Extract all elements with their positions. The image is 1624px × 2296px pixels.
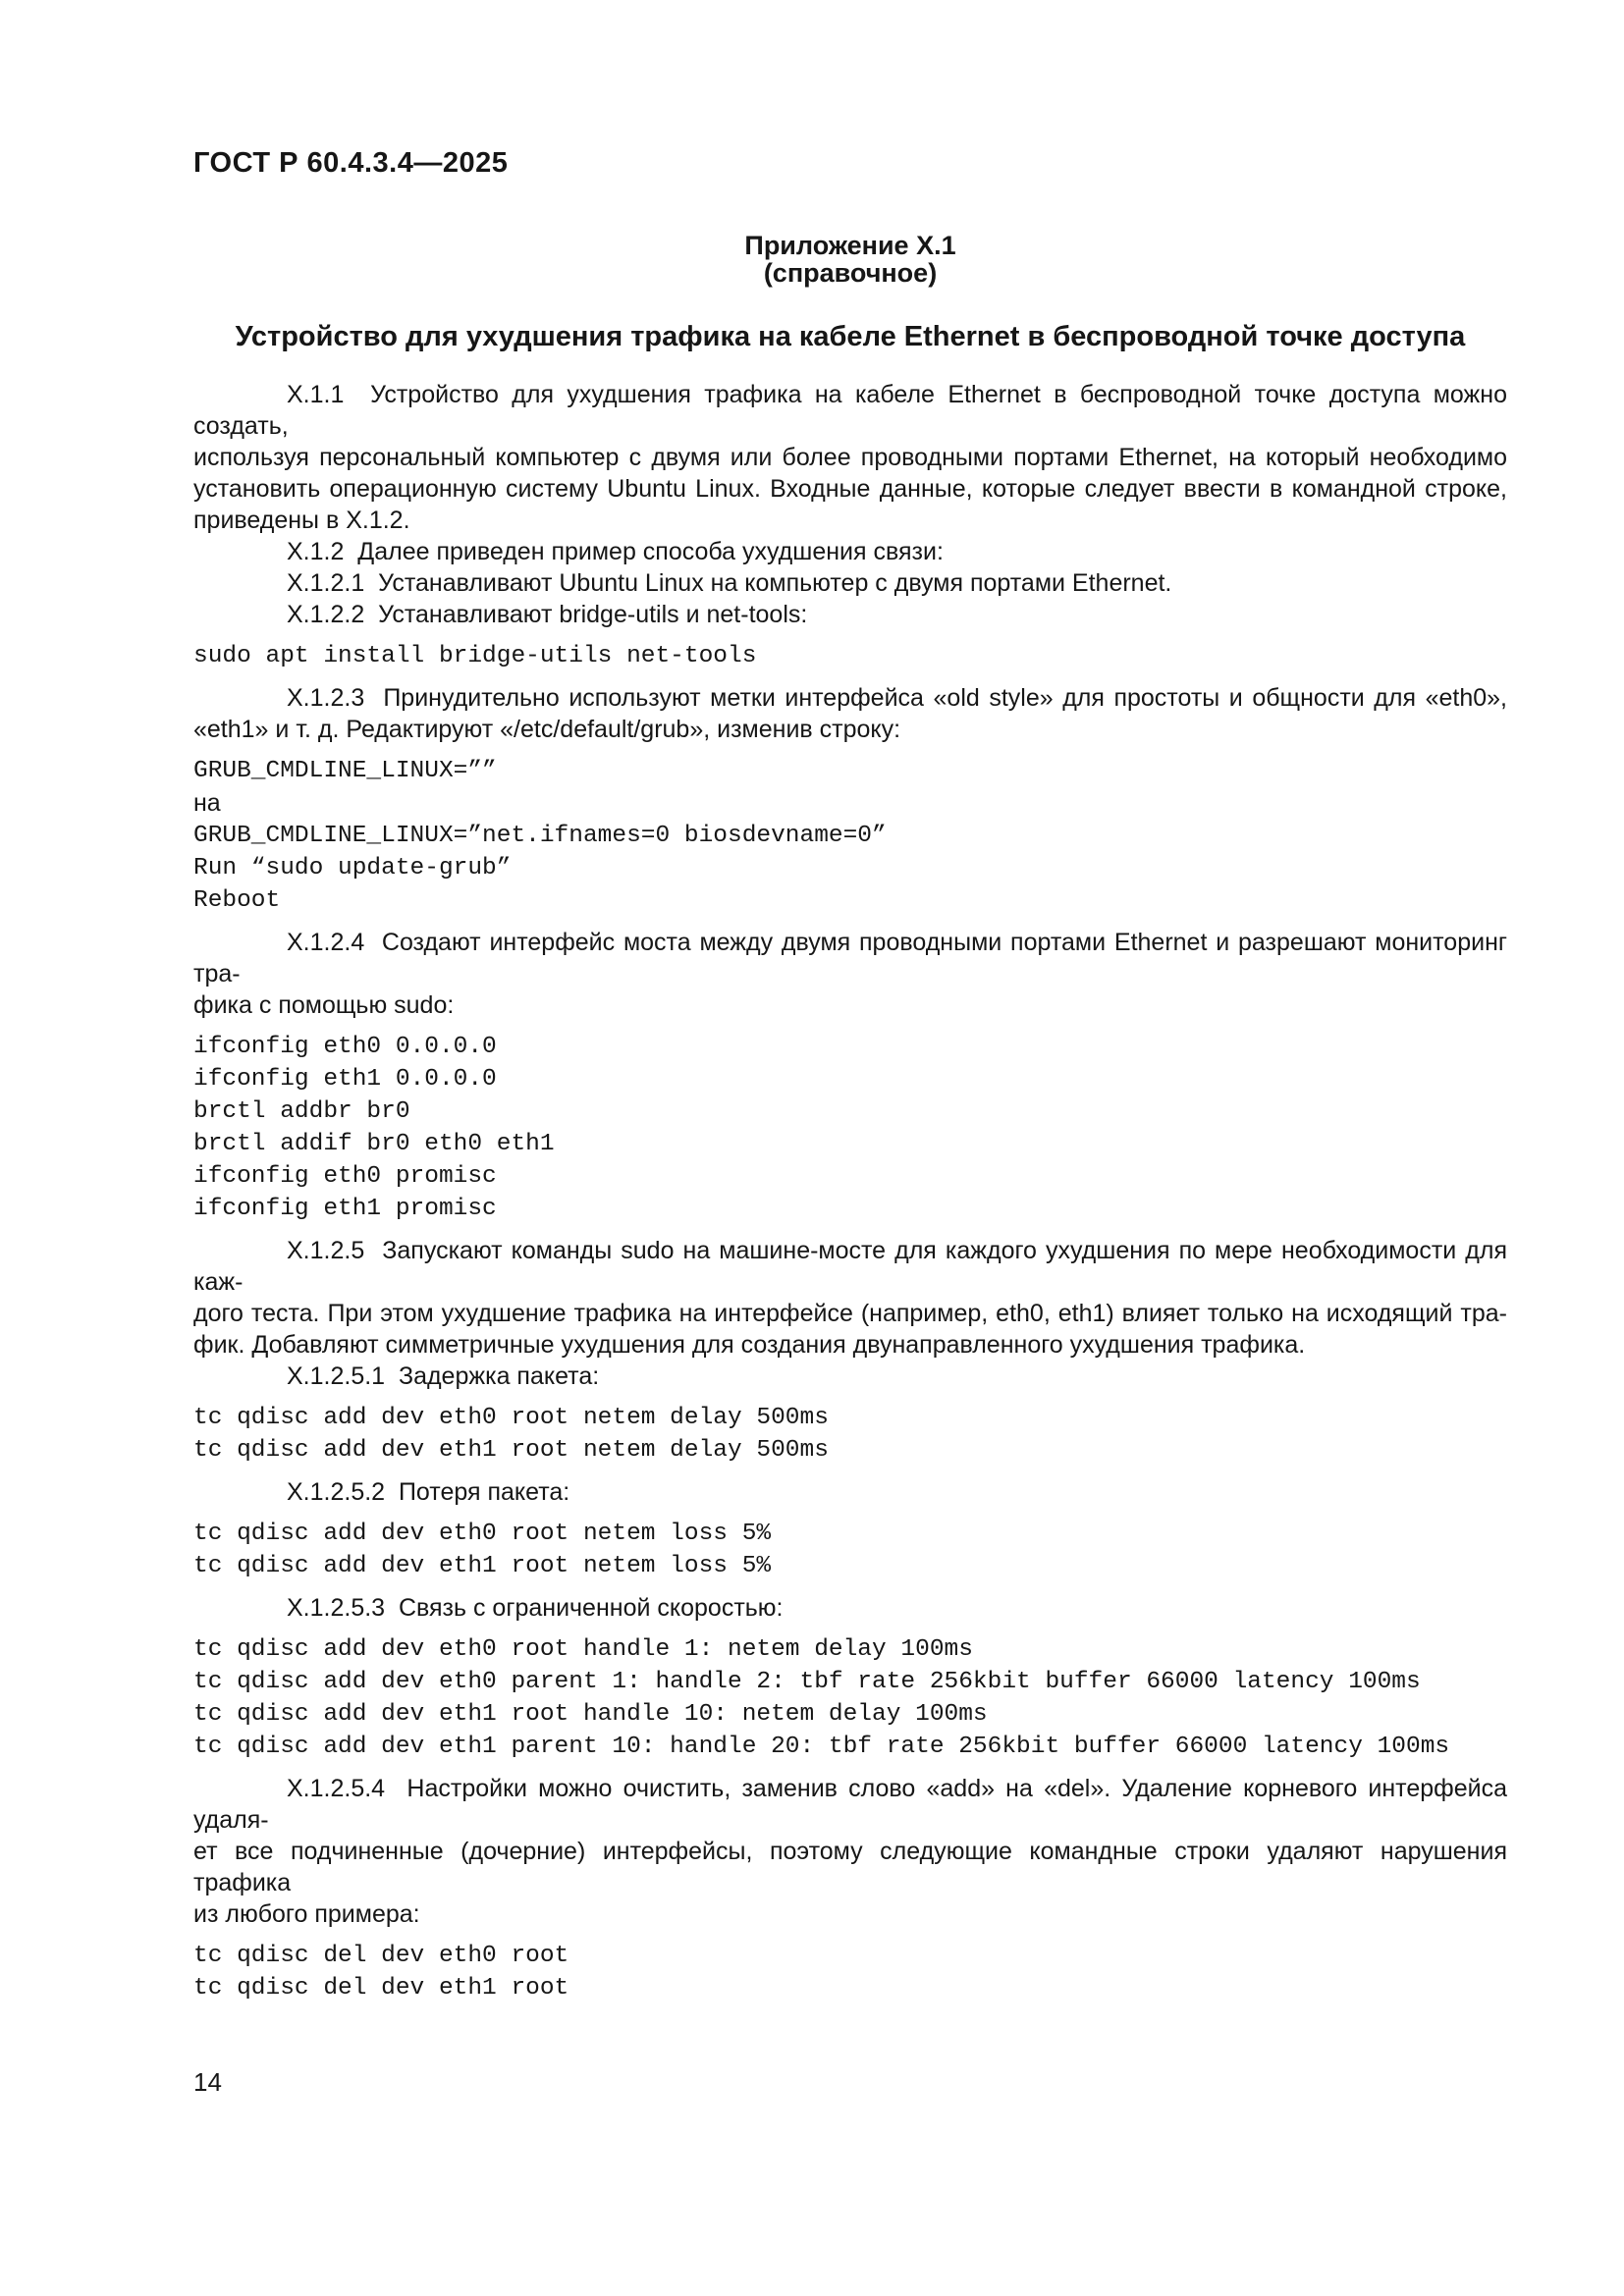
text-line: установить операционную систему Ubuntu Linux. Входные данные, которые следует ввести в командной строке,: [193, 475, 1507, 503]
text-line: из любого примера:: [193, 1900, 420, 1928]
text-line: фика с помощью sudo:: [193, 991, 455, 1019]
code-line: tc qdisc add dev eth1 root netem delay 500ms: [193, 1437, 829, 1464]
code-block: [193, 640, 1507, 672]
paragraph: [193, 1773, 1507, 1930]
code-line: tc qdisc del dev eth0 root: [193, 1943, 569, 1969]
code-block: [193, 1402, 1507, 1467]
paragraph: [193, 379, 1507, 536]
code-line: tc qdisc add dev eth0 root handle 1: netem delay 100ms: [193, 1636, 973, 1663]
code-block: [193, 1633, 1507, 1763]
paragraph: [193, 567, 1507, 599]
appendix-heading: [193, 232, 1507, 287]
text-line: Х.1.2 Далее приведен пример способа ухудшения связи:: [287, 538, 944, 565]
text-line: ет все подчиненные (дочерние) интерфейсы, поэтому следующие командные строки удаляют нарушения трафика: [193, 1838, 1507, 1896]
doc-header: ГОСТ Р 60.4.3.4—2025: [193, 147, 509, 179]
text-line: Х.1.2.5.4 Настройки можно очистить, заменив слово «add» на «del». Удаление корневого интерфейса удаля-: [193, 1775, 1507, 1834]
code-line: ifconfig eth1 0.0.0.0: [193, 1066, 497, 1093]
code-line: tc qdisc add dev eth1 parent 10: handle 20: tbf rate 256kbit buffer 66000 latency 100ms: [193, 1734, 1450, 1760]
text-line: Х.1.1 Устройство для ухудшения трафика на кабеле Ethernet в беспроводной точке доступа можно создать,: [193, 381, 1507, 440]
text-line: Х.1.2.1 Устанавливают Ubuntu Linux на компьютер с двумя портами Ethernet.: [287, 569, 1172, 597]
code-line: ifconfig eth1 promisc: [193, 1196, 497, 1222]
text-line: «eth1» и т. д. Редактируют «/etc/default/grub», изменив строку:: [193, 716, 901, 743]
text-line: используя персональный компьютер с двумя или более проводными портами Ethernet, на который необходимо: [193, 444, 1507, 471]
paragraph: [193, 599, 1507, 630]
code-line: sudo apt install bridge-utils net-tools: [193, 643, 757, 669]
text-line: на: [193, 789, 221, 817]
code-line: brctl addif br0 eth0 eth1: [193, 1131, 555, 1157]
text-line: фик. Добавляют симметричные ухудшения для создания двунаправленного ухудшения трафика.: [193, 1331, 1306, 1359]
paragraph: [193, 1476, 1507, 1508]
mixed-block: [193, 755, 1507, 917]
code-line: GRUB_CMDLINE_LINUX=””: [193, 758, 497, 784]
code-block: [193, 1518, 1507, 1582]
appendix-label: Приложение Х.1: [744, 231, 956, 260]
text-line: Х.1.2.5.2 Потеря пакета:: [287, 1478, 570, 1506]
code-line: tc qdisc add dev eth0 parent 1: handle 2: tbf rate 256kbit buffer 66000 latency 100ms: [193, 1669, 1421, 1695]
paragraph: [193, 536, 1507, 567]
code-line: Reboot: [193, 887, 281, 914]
code-block: [193, 1031, 1507, 1225]
document-body: [193, 379, 1507, 2004]
paragraph: [193, 927, 1507, 1021]
code-line: GRUB_CMDLINE_LINUX=”net.ifnames=0 biosdevname=0”: [193, 823, 887, 849]
code-block: [193, 1940, 1507, 2004]
code-line: tc qdisc add dev eth1 root netem loss 5%: [193, 1553, 772, 1579]
text-line: Х.1.2.5.1 Задержка пакета:: [287, 1362, 600, 1390]
code-line: Run “sudo update-grub”: [193, 855, 512, 881]
code-line: tc qdisc add dev eth0 root netem loss 5%: [193, 1521, 772, 1547]
code-line: ifconfig eth0 0.0.0.0: [193, 1034, 497, 1060]
paragraph: [193, 1592, 1507, 1624]
text-line: Х.1.2.3 Принудительно используют метки интерфейса «old style» для простоты и общности для «eth0»,: [287, 684, 1507, 712]
text-line: Х.1.2.4 Создают интерфейс моста между двумя проводными портами Ethernet и разрешают мониторинг тра-: [193, 929, 1507, 988]
text-line: дого теста. При этом ухудшение трафика на интерфейсе (например, eth0, eth1) влияет только на исходящий тра-: [193, 1300, 1507, 1327]
text-line: приведены в Х.1.2.: [193, 507, 410, 534]
text-line: Х.1.2.2 Устанавливают bridge-utils и net-tools:: [287, 601, 808, 628]
section-title: Устройство для ухудшения трафика на кабеле Ethernet в беспроводной точке доступа: [235, 321, 1466, 352]
code-line: brctl addbr br0: [193, 1098, 410, 1125]
code-line: tc qdisc add dev eth1 root handle 10: netem delay 100ms: [193, 1701, 988, 1728]
paragraph: [193, 1235, 1507, 1361]
code-line: tc qdisc add dev eth0 root netem delay 500ms: [193, 1405, 829, 1431]
code-line: ifconfig eth0 promisc: [193, 1163, 497, 1190]
appendix-kind: (справочное): [763, 258, 938, 288]
text-line: Х.1.2.5.3 Связь с ограниченной скоростью:: [287, 1594, 784, 1622]
paragraph: [193, 682, 1507, 745]
text-line: Х.1.2.5 Запускают команды sudo на машине-мосте для каждого ухудшения по мере необходимости для каж-: [193, 1237, 1507, 1296]
page-number: 14: [193, 2067, 222, 2097]
code-line: tc qdisc del dev eth1 root: [193, 1975, 569, 2002]
paragraph: [193, 1361, 1507, 1392]
